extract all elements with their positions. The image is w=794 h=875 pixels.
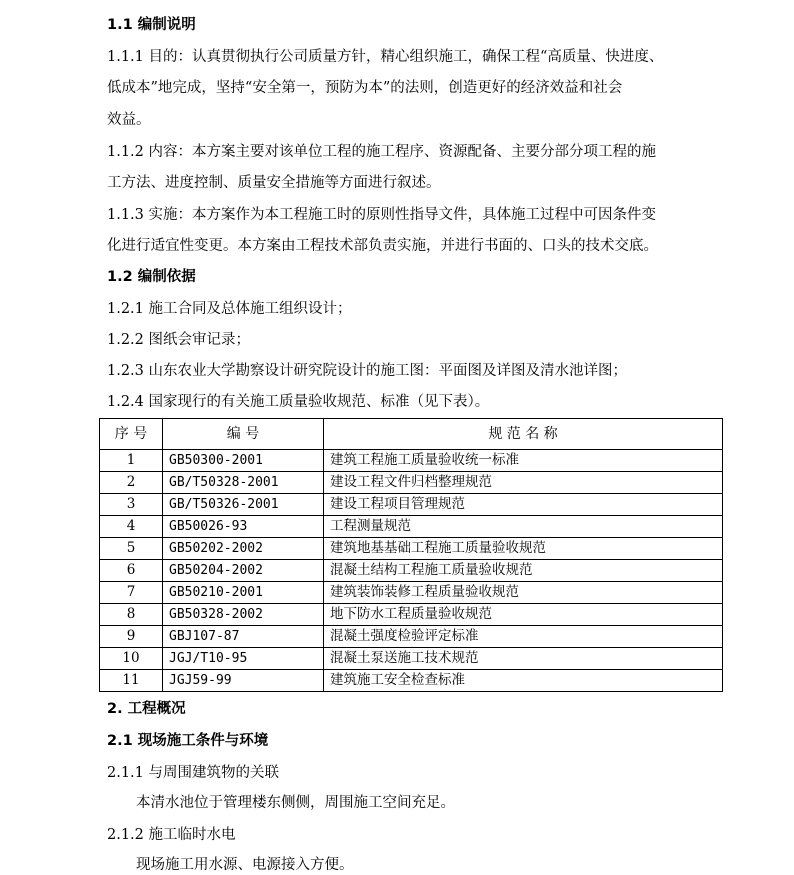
cell-code: GB/T50326-2001	[163, 494, 324, 516]
cell-no: 2	[100, 472, 163, 494]
heading-1-2: 1.2 编制依据	[107, 269, 196, 285]
table-row	[100, 516, 723, 538]
cell-name: 工程测量规范	[324, 516, 723, 538]
cell-no: 6	[100, 560, 163, 582]
cell-code: JGJ59-99	[163, 670, 324, 692]
cell-code: GB50204-2002	[163, 560, 324, 582]
table-row	[100, 560, 723, 582]
paragraph-1-1-2-line1: 1.1.2 内容：本方案主要对该单位工程的施工程序、资源配备、主要分部分项工程的施	[107, 144, 657, 160]
item-1-2-1: 1.2.1 施工合同及总体施工组织设计；	[107, 301, 352, 317]
cell-name: 建设工程文件归档整理规范	[324, 472, 723, 494]
cell-no: 10	[100, 648, 163, 670]
item-1-2-2: 1.2.2 图纸会审记录；	[107, 332, 251, 348]
table-row	[100, 648, 723, 670]
paragraph-1-1-3-line2: 化进行适宜性变更。本方案由工程技术部负责实施，并进行书面的、口头的技术交底。	[107, 238, 658, 254]
cell-no: 1	[100, 450, 163, 472]
cell-name: 建筑装饰装修工程质量验收规范	[324, 582, 723, 604]
cell-no: 4	[100, 516, 163, 538]
item-2-1-1: 2.1.1 与周围建筑物的关联	[107, 765, 280, 781]
cell-no: 3	[100, 494, 163, 516]
cell-no: 11	[100, 670, 163, 692]
cell-name: 建筑施工安全检查标准	[324, 670, 723, 692]
cell-code: GB50202-2002	[163, 538, 324, 560]
item-1-2-3: 1.2.3 山东农业大学勘察设计研究院设计的施工图：平面图及详图及清水池详图；	[107, 363, 628, 379]
cell-name: 建设工程项目管理规范	[324, 494, 723, 516]
cell-no: 8	[100, 604, 163, 626]
item-2-1-2-text: 现场施工用水源、电源接入方便。	[136, 857, 354, 873]
cell-no: 5	[100, 538, 163, 560]
cell-name: 混凝土强度检验评定标准	[324, 626, 723, 648]
cell-name: 建筑工程施工质量验收统一标准	[324, 450, 723, 472]
cell-no: 7	[100, 582, 163, 604]
paragraph-1-1-3-line1: 1.1.3 实施：本方案作为本工程施工时的原则性指导文件，具体施工过程中可因条件变	[107, 207, 657, 223]
header-code: 编 号	[163, 419, 324, 450]
cell-code: GB50300-2001	[163, 450, 324, 472]
table-row	[100, 538, 723, 560]
standards-table	[99, 418, 723, 692]
cell-name: 地下防水工程质量验收规范	[324, 604, 723, 626]
cell-code: GB/T50328-2001	[163, 472, 324, 494]
cell-no: 9	[100, 626, 163, 648]
paragraph-1-1-1-line3: 效益。	[107, 112, 151, 128]
cell-name: 建筑地基基础工程施工质量验收规范	[324, 538, 723, 560]
table-row	[100, 450, 723, 472]
table-row	[100, 626, 723, 648]
paragraph-1-1-2-line2: 工方法、进度控制、质量安全措施等方面进行叙述。	[107, 175, 441, 191]
header-name: 规 范 名 称	[324, 419, 723, 450]
cell-code: JGJ/T10-95	[163, 648, 324, 670]
item-2-1-2: 2.1.2 施工临时水电	[107, 827, 236, 843]
table-row	[100, 472, 723, 494]
paragraph-1-1-1-line1: 1.1.1 目的：认真贯彻执行公司质量方针，精心组织施工，确保工程“高质量、快进度、	[107, 49, 664, 65]
item-1-2-4: 1.2.4 国家现行的有关施工质量验收规范、标准（见下表）。	[107, 394, 490, 410]
heading-2: 2. 工程概况	[107, 701, 186, 717]
cell-code: GB50210-2001	[163, 582, 324, 604]
heading-1-1: 1.1 编制说明	[107, 17, 196, 33]
header-no: 序 号	[100, 419, 163, 450]
table-row	[100, 494, 723, 516]
cell-name: 混凝土泵送施工技术规范	[324, 648, 723, 670]
heading-2-1: 2.1 现场施工条件与环境	[107, 733, 269, 749]
table-row	[100, 670, 723, 692]
cell-name: 混凝土结构工程施工质量验收规范	[324, 560, 723, 582]
item-2-1-1-text: 本清水池位于管理楼东侧侧，周围施工空间充足。	[136, 795, 455, 811]
table-row	[100, 582, 723, 604]
paragraph-1-1-1-line2: 低成本”地完成，坚持“安全第一，预防为本”的法则，创造更好的经济效益和社会	[107, 80, 623, 96]
table-row	[100, 604, 723, 626]
cell-code: GB50328-2002	[163, 604, 324, 626]
table-header-row	[100, 419, 723, 450]
cell-code: GB50026-93	[163, 516, 324, 538]
cell-code: GBJ107-87	[163, 626, 324, 648]
